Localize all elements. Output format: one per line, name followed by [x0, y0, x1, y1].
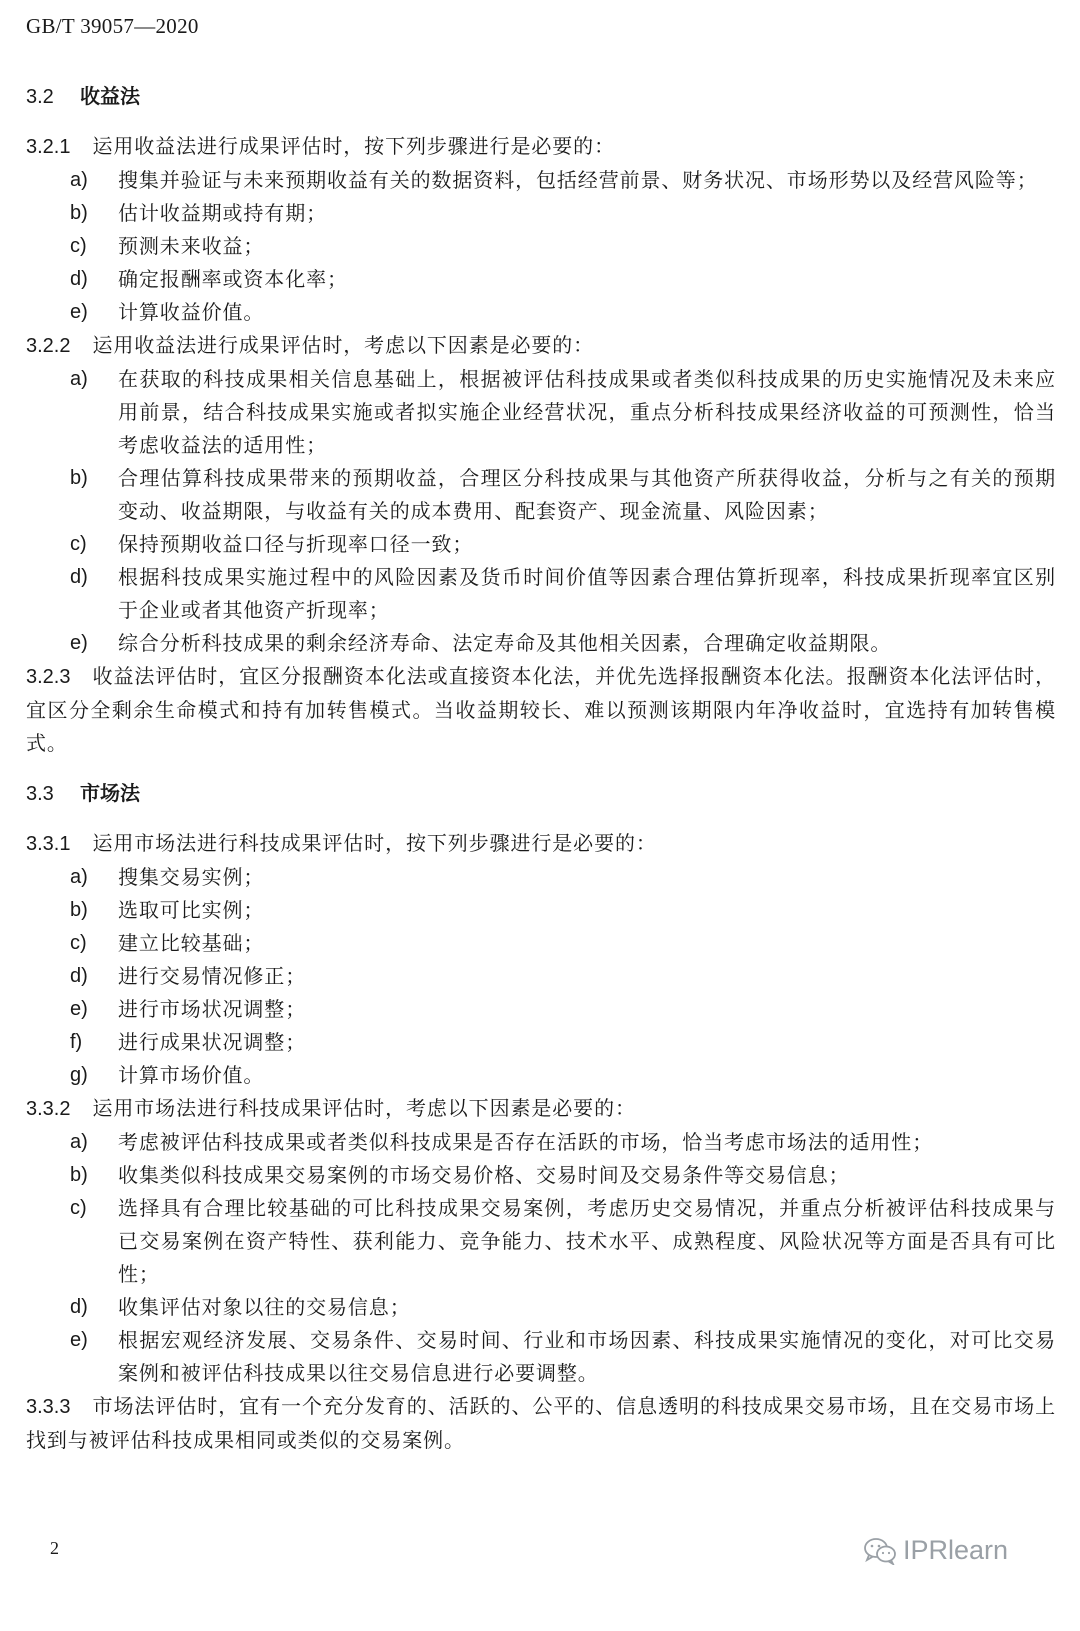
list-item-text: 计算市场价值。 [118, 1063, 265, 1087]
list-item-text: 根据宏观经济发展、交易条件、交易时间、行业和市场因素、科技成果实施情况的变化，对可比交易案例和被评估科技成果以往交易信息进行必要调整。 [118, 1328, 1056, 1385]
list-item-label: b) [70, 1164, 88, 1186]
list-item-label: d) [70, 1296, 88, 1318]
list-item [26, 927, 1056, 960]
list-item-label: e) [70, 998, 88, 1020]
clause-text: 运用收益法进行成果评估时，考虑以下因素是必要的： [92, 333, 595, 357]
list-item [26, 1059, 1056, 1092]
list-item-label: b) [70, 899, 88, 921]
list-item [26, 296, 1056, 329]
list-item [26, 263, 1056, 296]
list-item-text: 预测未来收益； [118, 234, 265, 258]
clause-number: 3.2.3 [26, 666, 71, 688]
page-number: 2 [50, 1538, 59, 1558]
list-item-label: b) [70, 202, 88, 224]
list-item-text: 计算收益价值。 [118, 300, 265, 324]
clause-number: 3.2.1 [26, 136, 71, 158]
list-item [26, 1159, 1056, 1192]
list-item-label: a) [70, 368, 88, 390]
list-item-label: e) [70, 1329, 88, 1351]
list-item-label: e) [70, 301, 88, 323]
section-number: 3.2 [26, 86, 54, 108]
clause-number: 3.3.2 [26, 1098, 71, 1120]
list-item-label: f) [70, 1031, 83, 1053]
list-item [26, 1026, 1056, 1059]
list-item-text: 建立比较基础； [118, 931, 265, 955]
list-item [26, 1291, 1056, 1324]
clause [26, 827, 1056, 861]
list-item-text: 进行成果状况调整； [118, 1030, 307, 1054]
watermark-text: IPRlearn [902, 1535, 1008, 1565]
clause [26, 130, 1056, 164]
list-item [26, 1324, 1056, 1390]
list-item-text: 进行交易情况修正； [118, 964, 307, 988]
list-item [26, 230, 1056, 263]
list-item-label: a) [70, 866, 88, 888]
list-item-label: a) [70, 169, 88, 191]
standard-id: GB/T 39057—2020 [26, 14, 199, 38]
list-item [26, 164, 1056, 197]
list-item [26, 197, 1056, 230]
list-item-label: d) [70, 268, 88, 290]
list-item-text: 选取可比实例； [118, 898, 265, 922]
list-item [26, 1192, 1056, 1291]
list-item-text: 收集评估对象以往的交易信息； [118, 1295, 411, 1319]
list-item-text: 保持预期收益口径与折现率口径一致； [118, 532, 474, 556]
section-title [26, 80, 1056, 113]
list-item [26, 462, 1056, 528]
section-heading: 收益法 [80, 84, 140, 108]
clause-number: 3.3.1 [26, 833, 71, 855]
list-item [26, 627, 1056, 660]
list-item-label: b) [70, 467, 88, 489]
wechat-icon [863, 1537, 897, 1565]
section-heading: 市场法 [80, 781, 140, 805]
list-item-label: d) [70, 566, 88, 588]
list-item-text: 考虑被评估科技成果或者类似科技成果是否存在活跃的市场，恰当考虑市场法的适用性； [118, 1130, 934, 1154]
section-number: 3.3 [26, 783, 54, 805]
list-item-label: c) [70, 1197, 87, 1219]
clause-text: 运用市场法进行科技成果评估时，按下列步骤进行是必要的： [92, 831, 657, 855]
list-item-label: d) [70, 965, 88, 987]
list-item [26, 363, 1056, 462]
section-title [26, 777, 1056, 810]
clause-text: 收益法评估时，宜区分报酬资本化法或直接资本化法，并优先选择报酬资本化法。报酬资本化法评估时，宜区分全剩余生命模式和持有加转售模式。当收益期较长、难以预测该期限内年净收益时，宜选持有加转售模式。 [26, 664, 1056, 755]
list-item-label: c) [70, 932, 87, 954]
list-item [26, 561, 1056, 627]
clause [26, 329, 1056, 363]
list-item [26, 960, 1056, 993]
clause [26, 1390, 1056, 1457]
clause-text: 市场法评估时，宜有一个充分发育的、活跃的、公平的、信息透明的科技成果交易市场，且在交易市场上找到与被评估科技成果相同或类似的交易案例。 [26, 1394, 1056, 1452]
list-item-label: e) [70, 632, 88, 654]
list-item-text: 估计收益期或持有期； [118, 201, 327, 225]
list-item-text: 根据科技成果实施过程中的风险因素及货币时间价值等因素合理估算折现率，科技成果折现率宜区别于企业或者其他资产折现率； [118, 565, 1056, 622]
list-item-text: 合理估算科技成果带来的预期收益，合理区分科技成果与其他资产所获得收益，分析与之有关的预期变动、收益期限，与收益有关的成本费用、配套资产、现金流量、风险因素； [118, 466, 1056, 523]
watermark [863, 1535, 1008, 1566]
list-item-text: 选择具有合理比较基础的可比科技成果交易案例，考虑历史交易情况，并重点分析被评估科技成果与已交易案例在资产特性、获利能力、竞争能力、技术水平、成熟程度、风险状况等方面是否具有可比性； [118, 1196, 1056, 1286]
list-item [26, 1126, 1056, 1159]
clause-text: 运用收益法进行成果评估时，按下列步骤进行是必要的： [92, 134, 615, 158]
list-item-text: 收集类似科技成果交易案例的市场交易价格、交易时间及交易条件等交易信息； [118, 1163, 850, 1187]
clause-text: 运用市场法进行科技成果评估时，考虑以下因素是必要的： [92, 1096, 636, 1120]
list-item-label: g) [70, 1064, 88, 1086]
list-item-text: 搜集并验证与未来预期收益有关的数据资料，包括经营前景、财务状况、市场形势以及经营风险等； [118, 168, 1038, 192]
list-item-label: a) [70, 1131, 88, 1153]
list-item [26, 861, 1056, 894]
list-item [26, 894, 1056, 927]
document-body [26, 56, 1056, 1457]
list-item-text: 进行市场状况调整； [118, 997, 307, 1021]
list-item-text: 确定报酬率或资本化率； [118, 267, 348, 291]
list-item-text: 综合分析科技成果的剩余经济寿命、法定寿命及其他相关因素，合理确定收益期限。 [118, 631, 892, 655]
clause [26, 660, 1056, 760]
list-item-label: c) [70, 235, 87, 257]
clause-number: 3.2.2 [26, 335, 71, 357]
list-item-text: 在获取的科技成果相关信息基础上，根据被评估科技成果或者类似科技成果的历史实施情况及未来应用前景，结合科技成果实施或者拟实施企业经营状况，重点分析科技成果经济收益的可预测性，恰当考虑收益法的适用性； [118, 367, 1056, 457]
clause-number: 3.3.3 [26, 1396, 71, 1418]
list-item-text: 搜集交易实例； [118, 865, 265, 889]
list-item-label: c) [70, 533, 87, 555]
clause [26, 1092, 1056, 1126]
list-item [26, 528, 1056, 561]
list-item [26, 993, 1056, 1026]
